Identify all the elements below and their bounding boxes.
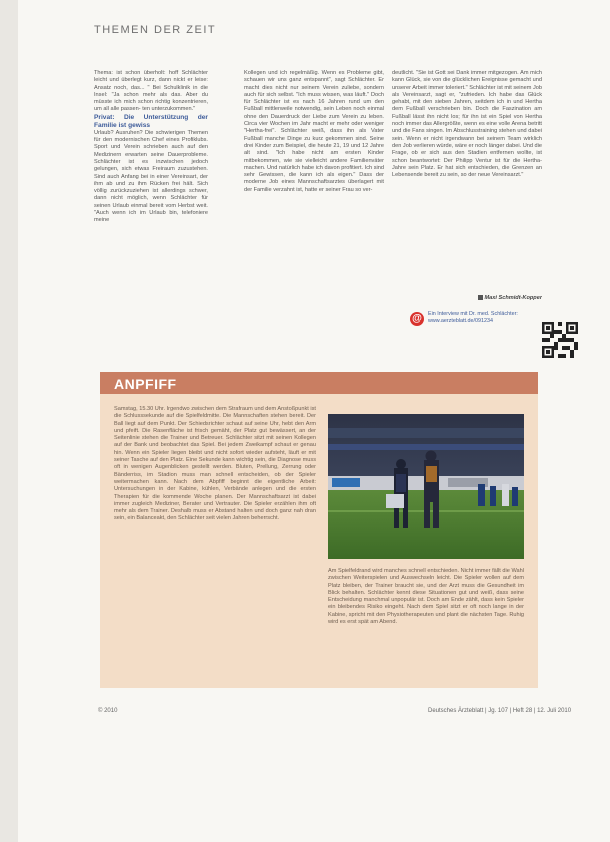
at-sign-icon: @ bbox=[410, 312, 424, 326]
box-title: ANPFIFF bbox=[114, 376, 177, 392]
article-paragraph: deutlicht. "Sie ist Gott sei Dank immer mitgezogen. Am mich kann Glück, sie von die glücklichen Ereignisse gemacht und unserer Arbeit immer toleriert." Schlächter ist mit seinem Job als Vereinsarzt, sagt er, "zufrieden. Ich habe das Glück gehabt, mit den sieben Jahren, seitdem ich in und Hertha dem Fußball verschrieben bin. Doch die Faszination am Fußball lässt ihn nicht los; für ihn ist ein Spiel von Hertha noch immer das Allergrößte, wenn es eine volle Arena betritt und die Fans singen. Im Abschlusstraining stehen und dabei sein. Wenn er nicht irgendwann bei seinem Team wirklich den Job verlieren würde, wäre er noch länger dabei. Und die Frage, ob er sich aus den Stadien entfernen wollte, ist schon beantwortet: Der Philipp Ventur ist für die Hertha-Jahre sein Platz. Er hat sich entschieden, die Grenzen an Lebensende bereit zu sein, so der neue Vereinsarzt." bbox=[392, 70, 542, 179]
box-column-1 bbox=[114, 406, 316, 684]
article-column-2 bbox=[244, 70, 384, 360]
match-photo bbox=[328, 414, 524, 559]
online-tip[interactable] bbox=[410, 310, 538, 330]
box-paragraph: Samstag, 15.30 Uhr. Irgendwo zwischen dem Strafraum und dem Anstoßpunkt ist die Schlusssekunde auf die Spielfeldmitte. Die Mannschaften stehen bereit. Der Ball liegt auf dem Punkt. Der Schiedsrichter schaut auf seine Uhr, hebt den Arm und pfeift. Die Rasenfläche ist frisch gemäht, der Platz gut bewässert, an der Seitenlinie stehen die Trainer und Betreuer. Schlächter sitzt mit seinen Kollegen auf der Bank und beobachtet das Spiel. Bei jedem Zweikampf schaut er genau hin. Wenn ein Spieler liegen bleibt und nicht sofort wieder aufsteht, läuft er mit seiner Tasche auf den Platz. Eine Sekunde kann wichtig sein, die Diagnose muss oft in wenigen Augenblicken gestellt werden. Bluten, Prellung, Zerrung oder Bänderriss, im Stadion muss man schnell entscheiden, ob der Spieler weitermachen kann. Nach dem Abpfiff beginnt die eigentliche Arbeit: Untersuchungen in der Kabine, kühlen, Verbände anlegen und die ersten Therapien für die kommende Woche planen. Der Mannschaftsarzt ist dabei immer zugleich Mediziner, Berater und Vertrauter. Die Spieler erzählen ihm oft mehr als dem Trainer. Deshalb muss er Abstand halten und doch ganz nah dran sein, ein Balanceakt, den Schlächter seit vielen Jahren beherrscht. bbox=[114, 406, 316, 522]
sidebar-box-anpfiff bbox=[100, 372, 538, 688]
article-paragraph: Kollegen und ich regelmäßig. Wenn es Probleme gibt, schauen wir uns ganz entspannt", sagt Schlächter. Er macht dies nicht nur seinem Verein zuliebe, sondern auch für sich selbst. "Ich muss wissen, was läuft." Doch für Schlächter ist es nach 16 Jahren rund um den Fußball mittlerweile notwendig, sein Leben noch einmal ohne den Dauerdruck der Liebe zum Verein zu leben. Circa vier Wochen im Jahr macht er mehr oder weniger "Hertha-frei". Schlächter weiß, dass ihn als Vater Fußball manche Dinge zu kurz gekommen sind. Seine drei Kinder zum Beispiel, die heute 21, 19 und 12 Jahre alt sind. "Ich habe nicht am ersten Kinder mitbekommen, wie sie vielleicht andere Familienväter machen. Und natürlich habe ich davon profitiert. Ich sind sehr Gewissen, die kann ich als eigen." Dass der moderne Job eines Mannschaftsarztes überlagert mit der Familie verzahnt ist, hatte er seiner Frau so ver- bbox=[244, 70, 384, 193]
article-column-3 bbox=[392, 70, 542, 296]
article-column-1 bbox=[94, 70, 208, 360]
box-paragraph: Am Spielfeldrand wird manches schnell entschieden. Nicht immer fällt die Wahl zwischen Weiterspielen und Auswechseln leicht. Die Spieler wollen auf dem Platz bleiben, der Trainer braucht sie, und der Arzt muss die Gesundheit im Blick behalten. Schlächter kennt diese Situationen gut und weiß, dass seine Entscheidung manchmal unpopulär ist. Doch am Ende zählt, dass kein Spieler ein bleibendes Risiko eingeht. Nach dem Spiel sitzt er oft noch lange in der Kabine, spricht mit den Physiotherapeuten und plant die nächsten Tage. Ruhig wird es erst spät am Abend. bbox=[328, 568, 524, 626]
article-subheading: Privat: Die Unterstützung der Familie ist gewiss bbox=[94, 113, 208, 129]
footer-journal-info: Deutsches Ärzteblatt | Jg. 107 | Heft 28 | 12. Juli 2010 bbox=[428, 708, 572, 714]
box-header-bar bbox=[100, 372, 538, 394]
qr-code-icon[interactable] bbox=[542, 322, 578, 358]
magazine-page bbox=[18, 0, 610, 842]
article-byline bbox=[392, 295, 542, 302]
article-paragraph: Thema: ist schon überholt: hoff Schlächter leicht und überlegt kurz, dann nickt er leise: Ansatz noch, das... " Bei Schulklinik in die Insel: "Ja schon mehr als das. Aber du müsste ich mich schon richtig konzentrieren, um all alle passen- ten unterzukommen." bbox=[94, 70, 208, 113]
article-paragraph: Urlaub? Ausruhen? Die schwierigen Themen für den modernischen Chef eines Profiklubs. Sport und Verein schrieben auch auf den Medizinern erwarten seine Dauerprobleme. Schlächter ist es inzwischen jedoch gelungen, sich etwas Freiraum zuzustehen. Sind auch Anfang bei in einer Vereinsart, der ihm ab und zu ihm Rücken frei hält. Sich völlig zurückzuziehen ist allerdings schwer, dann nicht möglich, wenn Schlächter für seinen Urlaub einmal bereit vom Herbst weit. "Auch wenn ich im Urlaub bin, telefoniere meine bbox=[94, 129, 208, 224]
end-mark-icon bbox=[478, 295, 483, 300]
footer-copyright: © 2010 bbox=[98, 708, 118, 714]
box-column-2 bbox=[328, 568, 524, 684]
online-tip-text[interactable]: Ein Interview mit Dr. med. Schlächter: www.aerzteblatt.de/091234 bbox=[428, 311, 518, 324]
byline-text: Maxi Schmidt-Kopper bbox=[484, 295, 542, 301]
section-header: THEMEN DER ZEIT bbox=[94, 24, 217, 36]
byline-row bbox=[392, 294, 542, 304]
